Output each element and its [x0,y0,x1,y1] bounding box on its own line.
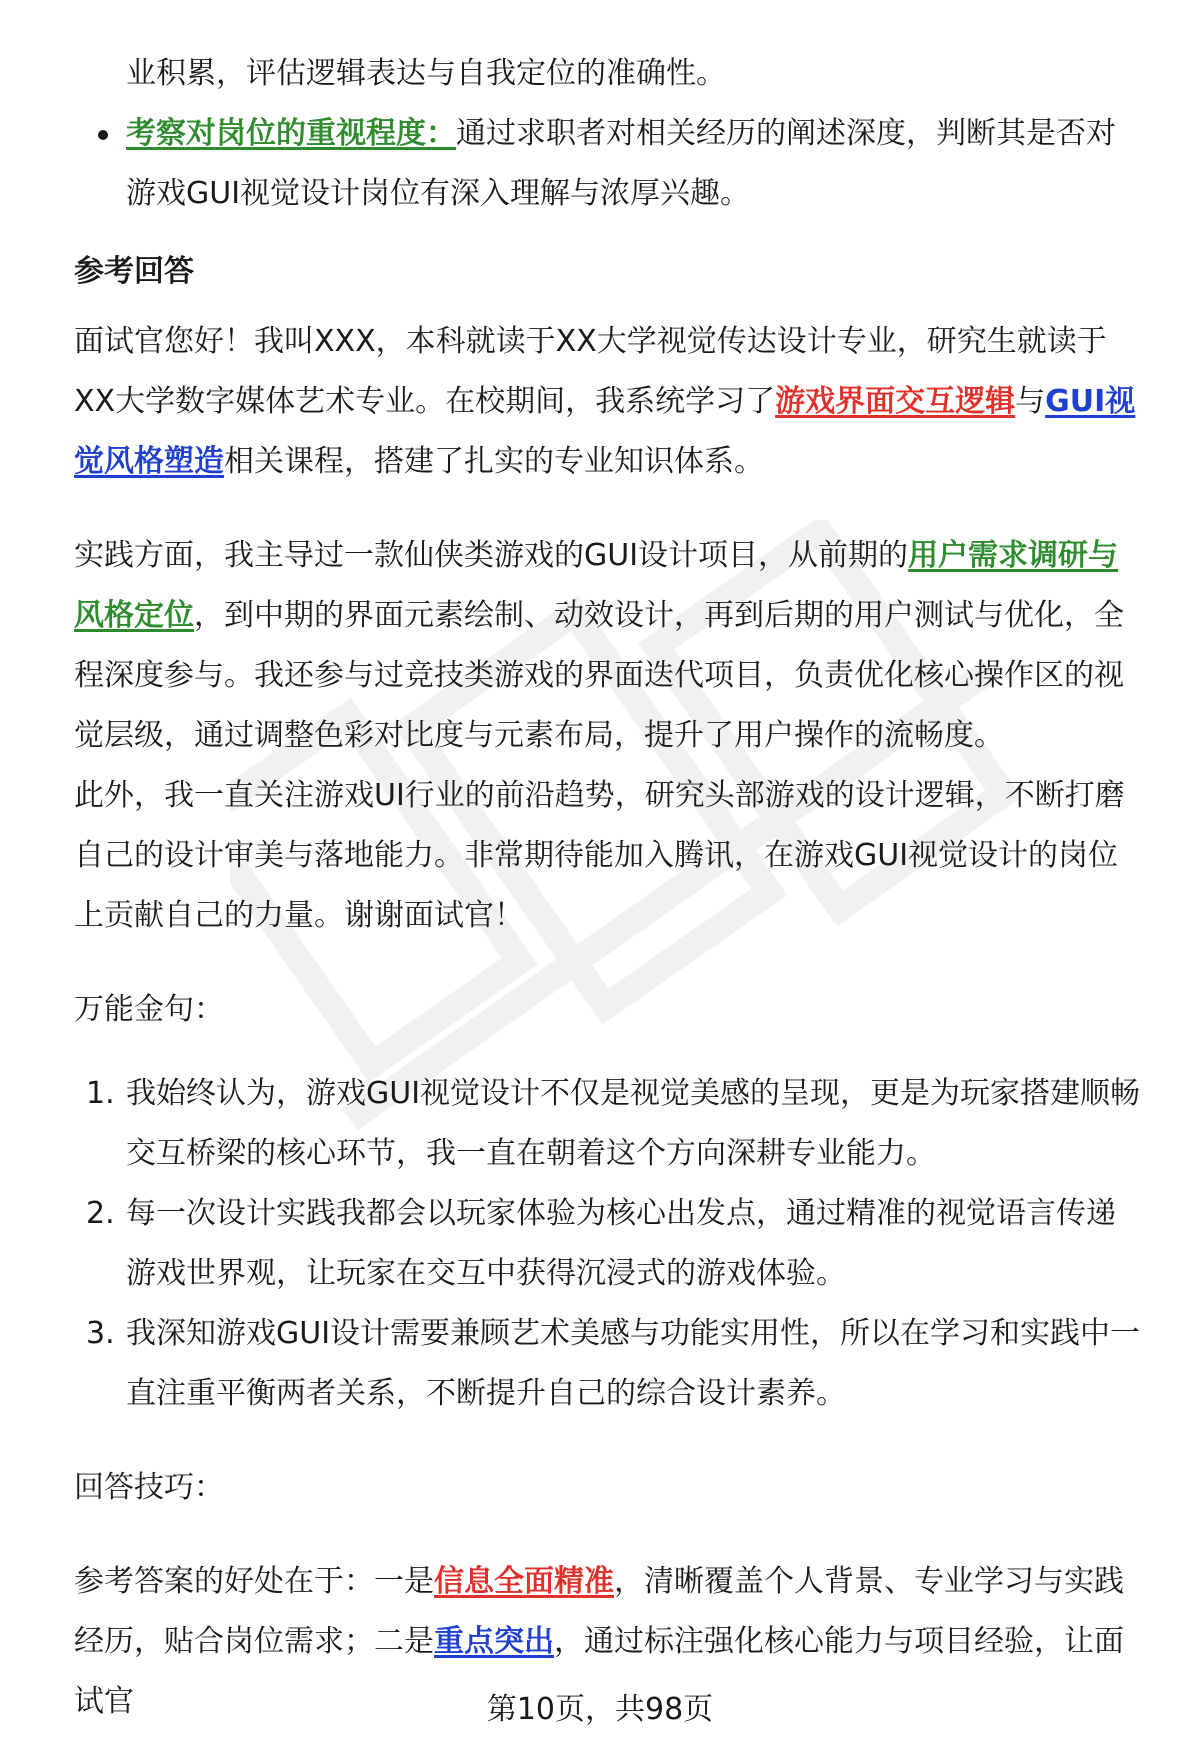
highlight-blue: 重点突出 [434,1624,554,1659]
list-number: 3. [86,1316,115,1351]
section-heading: 参考回答 [74,254,194,289]
highlight-green: 用户需求调研与风格定位 [74,538,1119,633]
list-text: 我始终认为，游戏GUI视觉设计不仅是视觉美感的呈现，更是为玩家搭建顺畅交互桥梁的核心环节，我一直在朝着这个方向深耕专业能力。 [126,1076,1141,1171]
list-text: 我深知游戏GUI设计需要兼顾艺术美感与功能实用性，所以在学习和实践中一直注重平衡两者关系，不断提升自己的综合设计素养。 [126,1316,1141,1411]
criteria-list [74,104,1144,224]
text-span: 与 [1015,384,1046,419]
golden-label: 万能金句： [74,992,224,1027]
text-span: ，到中期的界面元素绘制、动效设计，再到后期的用户测试与优化，全程深度参与。我还参与过竞技类游戏的界面迭代项目，负责优化核心操作区的视觉层级，通过调整色彩对比度与元素布局，提升了用户操作的流畅度。 [74,598,1124,753]
answer-paragraph-2 [74,526,1144,766]
list-item [74,1184,1144,1304]
tips-label: 回答技巧： [74,1470,224,1505]
list-item [74,1304,1144,1424]
list-number: 1. [86,1076,115,1111]
highlight-red: 游戏界面交互逻辑 [775,384,1016,419]
text-span: ，清晰覆盖个人背景、专业学习与实践经历，贴合岗位需求；二是 [74,1564,1124,1659]
text-span: 面试官您好！我叫XXX，本科就读于XX大学视觉传达设计专业，研究生就读于XX大学数字媒体艺术专业。在校期间，我系统学习了 [74,324,1107,419]
text-span: 参考答案的好处在于：一是 [74,1564,434,1599]
bullet-text: 通过求职者对相关经历的阐述深度，判断其是否对游戏GUI视觉设计岗位有深入理解与浓厚兴趣。 [126,116,1116,211]
answer-paragraph-3: 此外，我一直关注游戏UI行业的前沿趋势，研究头部游戏的设计逻辑，不断打磨自己的设计审美与落地能力。非常期待能加入腾讯，在游戏GUI视觉设计的岗位上贡献自己的力量。谢谢面试官！ [74,778,1125,933]
document-page [74,44,1144,1732]
list-item [74,1064,1144,1184]
list-text: 每一次设计实践我都会以玩家体验为核心出发点，通过精准的视觉语言传递游戏世界观，让玩家在交互中获得沉浸式的游戏体验。 [126,1196,1116,1291]
text-span: ，通过标注强化核心能力与项目经验，让面试官 [74,1624,1124,1719]
text-span: 相关课程，搭建了扎实的专业知识体系。 [224,444,764,479]
text-span: 实践方面，我主导过一款仙侠类游戏的GUI设计项目，从前期的 [74,538,909,573]
highlight-red: 信息全面精准 [434,1564,614,1599]
continued-line: 业积累，评估逻辑表达与自我定位的准确性。 [126,56,726,91]
answer-paragraph-1 [74,312,1144,492]
highlight-blue: GUI视觉风格塑造 [74,384,1136,479]
list-item [74,104,1144,224]
golden-list [74,1064,1144,1424]
list-number: 2. [86,1196,115,1231]
page-number: 第10页，共98页 [486,1692,714,1727]
highlight-green: 考察对岗位的重视程度： [126,116,456,151]
